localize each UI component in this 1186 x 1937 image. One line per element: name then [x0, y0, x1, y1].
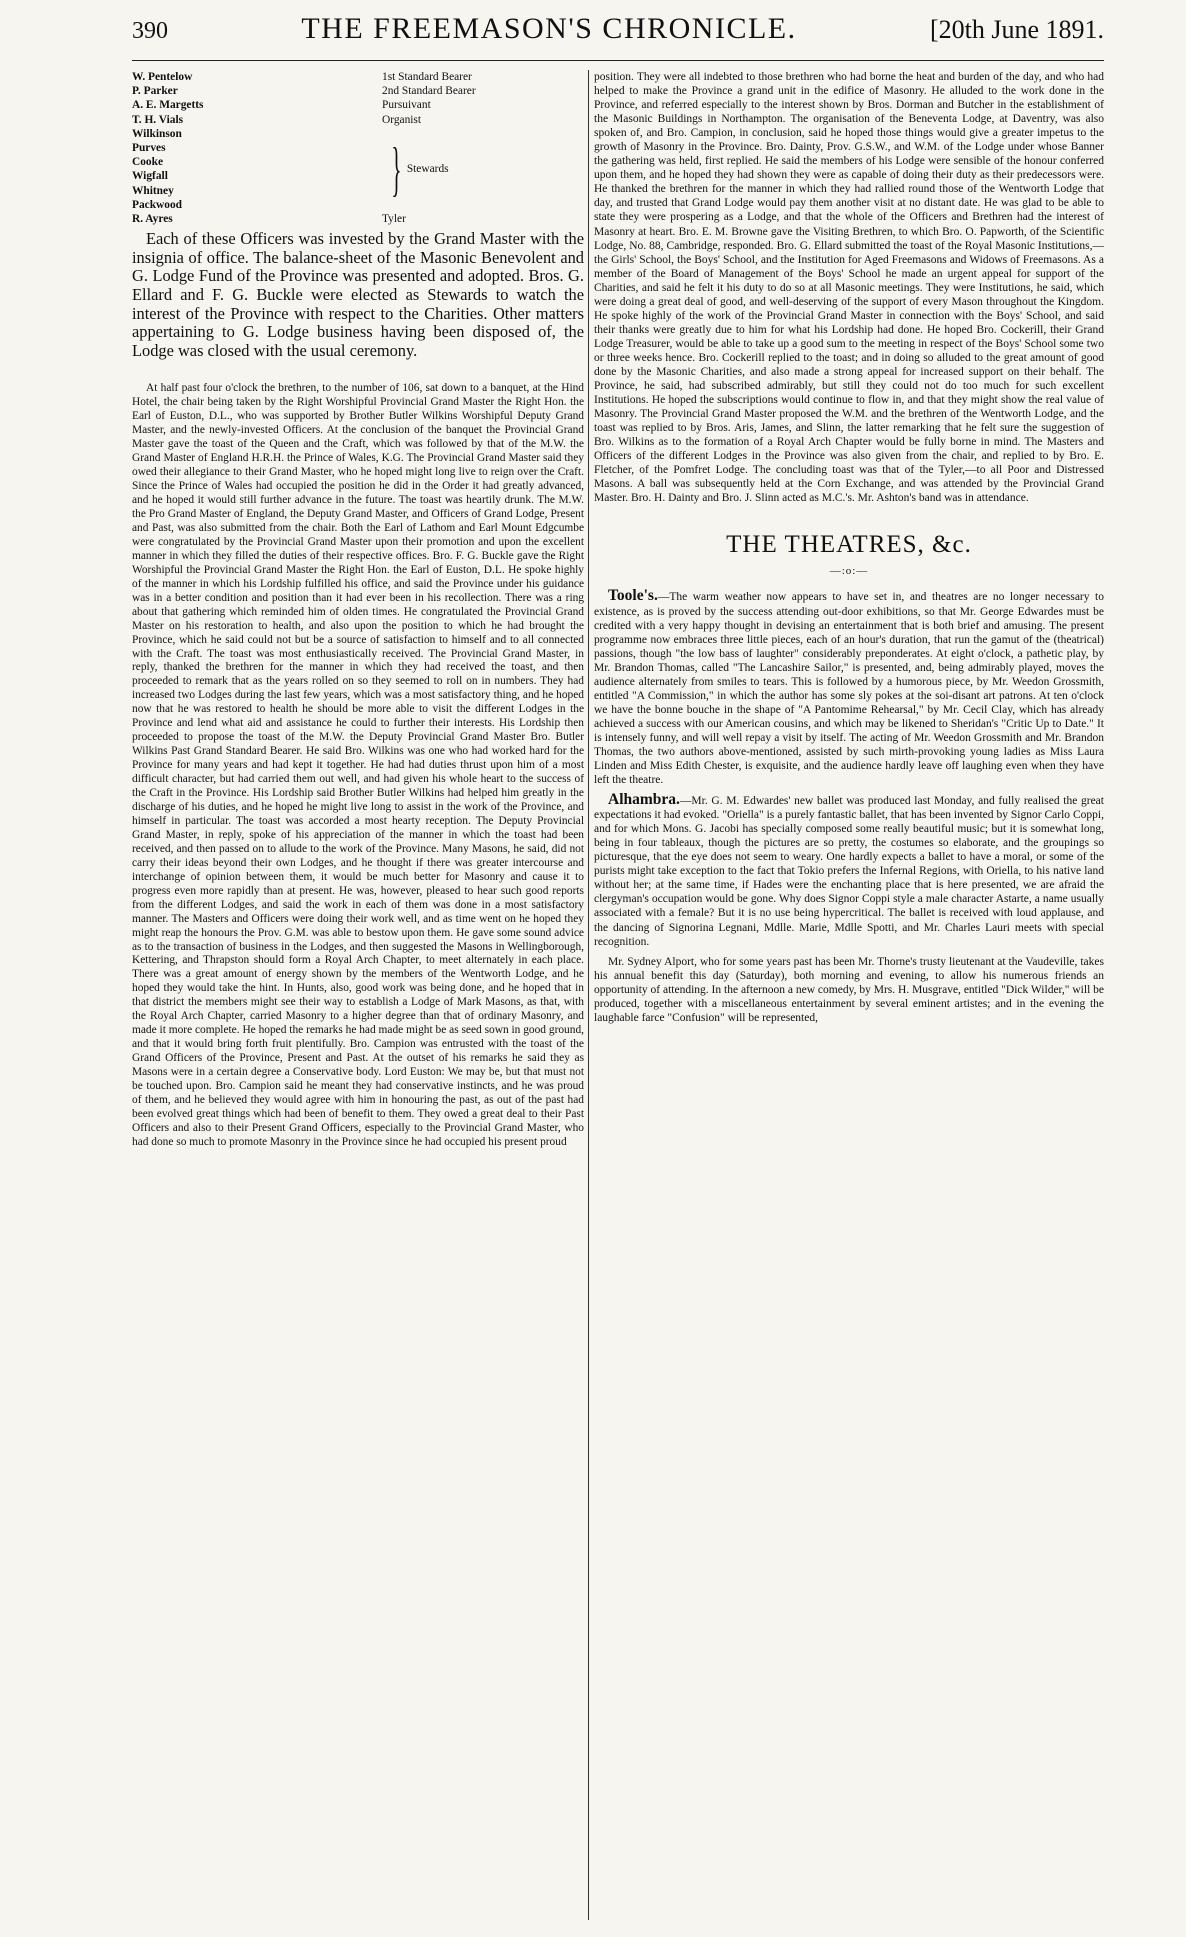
- toole-text: —The warm weather now appears to have set in, and theatres are no longer necessary to existence, as is proved by the success attending out-door exhibitions, so that Mr. George Edwardes must be credited with a very happy thought in devising an entertainment that is both brief and amusing. The present programme now embraces three little pieces, each of an hour's duration, that run the gamut of the (theatrical) passions, though "the low bass of laughter" considerably preponderates. At eight o'clock, a pathetic play, by Mr. Brandon Thomas, called "The Lancashire Sailor," is presented, and, being admirably played, moves the audience alternately from smiles to tears. This is followed by a humorous piece, by Mr. Weedon Grossmith, entitled "A Commission," in which the author has some sly pokes at the soi-disant art patrons. At ten o'clock we have the bonne bouche in the shape of "A Pantomime Rehearsal," by Mr. Cecil Clay, which has already achieved a success with our American cousins, and which may be likened to Sheridan's "Critic Up to Date." It is intensely funny, and will well repay a visit by itself. The acting of Mr. Weedon Grossmith and Mr. Brandon Thomas, the two authors above-mentioned, assisted by such mirth-provoking young ladies as Miss Laura Linden and Miss Edith Chester, is exquisite, and the audience hardly leave off laughing even when they have left the theatre.: [594, 591, 1104, 787]
- officer-row: [132, 113, 584, 127]
- steward-name: Packwood: [132, 198, 182, 211]
- stewards-group: [132, 127, 584, 212]
- officers-list: [132, 70, 584, 226]
- officer-name: W. Pentelow: [132, 71, 193, 83]
- header-rule: [132, 60, 1104, 61]
- section-ornament: —:o:—: [829, 565, 869, 578]
- column-divider: [588, 70, 589, 1920]
- steward-name: Whitney: [132, 184, 174, 197]
- officer-role: Organist: [382, 113, 422, 126]
- stewards-names: [132, 127, 382, 212]
- banquet-report: At half past four o'clock the brethren, to the number of 106, sat down to a banquet, at the Hind Hotel, the chair being taken by the Right Worshipful Provincial Grand Master the Right Hon. the Earl of Euston, D.L., who was supported by Brother Butler Wilkins Worshipful Deputy Grand Master, and the newly-invested Officers. At the conclusion of the banquet the Provincial Grand Master gave the toast of the Queen and the Craft, which was followed by that of the M.W. the Grand Master of England H.R.H. the Prince of Wales, K.G. The Provincial Grand Master said they owed their allegiance to their Grand Master, who he hoped might long live to reign over the Craft. Since the Prince of Wales had occupied the position he did in the Order it had greatly advanced, and he hoped it would still further advance in the future. The toast was heartily drunk. The M.W. the Pro Grand Master of England, the Deputy Grand Master, and Officers of Grand Lodge, Present and Past, was also submitted from the chair. Both the Earl of Lathom and Earl Mount Edgcumbe were congratulated by the Provincial Grand Master upon their promotion and upon the excellent manner in which they filled the duties of their respective offices. Bro. F. G. Buckle gave the Right Worshipful the Provincial Grand Master the Right Hon. the Earl of Euston, D.L. He spoke highly of the manner in which his Lordship fulfilled his office, and said the Province under his guidance was in a better condition and position than it had ever been in his recollection. There was a ring about that gathering which reminded him of olden times. He congratulated the Provincial Grand Master on his restoration to health, and also upon the position to which he had brought the Province, which he said could not but be a source of satisfaction to himself and to all connected with the Craft. The toast was most enthusiastically received. The Provincial Grand Master, in reply, thanked the brethren for the manner in which they had received the toast, and then proceeded to remark that as the years rolled on so they seemed to roll on in numbers. They had increased two Lodges during the last few years, which was a most satisfactory thing, and he hoped now that he was restored to health he should be more able to visit the different Lodges in the Province and lend what aid and assistance he could to further their interests. His Lordship then proceeded to propose the toast of the M.W. the Deputy Provincial Grand Master Bro. Butler Wilkins Past Grand Standard Bearer. He said Bro. Wilkins was one who had worked hard for the Province for many years and had kept it together. He had had duties thrust upon him of a most difficult character, but had carried them out well, and had given his whole heart to the success of the Craft in the Province. His Lordship said Brother Butler Wilkins had helped him greatly in the discharge of his duties, and he hoped he might live long to assist in the work of the Province, and himself in particular. The toast was accorded a most hearty reception. The Deputy Provincial Grand Master, in reply, spoke of his appreciation of the manner in which the toast had been received, and then passed on to allude to the work of the Province. Many Masons, he said, did not carry their ideas beyond their own Lodges, and he thought if there was greater intercourse and interchange of opinion between them, it would be much better for Masonry and cause it to progress even more rapidly than at present. He was, however, pleased to hear such good reports from the different Lodges, and said the work in each of them was done in a most satisfactory manner. The Masters and Officers were doing their work well, and as time went on he hoped they might reap the honours the Prov. G.M. was able to bestow upon them. He gave some sound advice as to the transaction of business in the Lodges, and then suggested the Masons in Wellingborough, Kettering, and Thrapston should form a Royal Arch Chapter, to meet alternately in each place. There was a great amount of energy shown by the members of the Wentworth Lodge, and he hoped they would take the hint. In Hunts, also, good work was being done, and he hoped that in that district the members might see their way to establish a Lodge of Mark Masons, as that, with the Royal Arch Chapter, carried Masonry to a higher degree than that of ordinary Masonry, and made it more complete. He hoped the remarks he had made might be as seed sown in good ground, and that it would bring forth fruit plentifully. Bro. Campion was entrusted with the toast of the Grand Officers of the Province, Present and Past. At the outset of his remarks he said they as Masons were in a certain degree a Conservative body. Lord Euston: We may be, but that must not be touched upon. Bro. Campion said he meant they had conservative instincts, and he was proud of them, and he believed they would agree with him in honouring the past, as out of the past had been evolved great things which had been of benefit to them. They owed a great deal to their Past Officers and also to their Present Grand Officers, especially to the Provincial Grand Master, who had done so much to promote Masonry in the Province since he had occupied his present proud: [132, 382, 584, 1148]
- right-column: [594, 70, 1104, 1930]
- alport-benefit-notice: Mr. Sydney Alport, who for some years past has been Mr. Thorne's trusty lieutenant at the Vaudeville, takes his annual benefit this day (Saturday), both morning and evening, to allow his numerous friends an opportunity of attending. In the afternoon a new comedy, by Mrs. H. Musgrave, entitled "Dick Wilder," will be produced, together with a miscellaneous entertainment by several eminent artistes; and in the evening the laughable farce "Confusion" will be represented,: [594, 955, 1104, 1024]
- officer-role: 2nd Standard Bearer: [382, 85, 476, 98]
- officer-name: T. H. Vials: [132, 113, 184, 126]
- steward-name: Wilkinson: [132, 127, 182, 140]
- alhambra-review: [594, 793, 1104, 949]
- theatres-heading: THE THEATRES, &c.: [726, 531, 972, 559]
- banquet-report-continued: position. They were all indebted to those brethren who had borne the heat and burden of the day, and who had helped to make the Province a grand unit in the edifice of Masonry. He alluded to the work done in the Province, and referred especially to the interest shown by Bros. Dorman and Butcher in the establishment of the Masonic Buildings in Northampton. The organisation of the Beneventa Lodge, at Daventry, was also spoken of, and Bro. Campion, in conclusion, said he hoped those things would give a greater impetus to the growth of Masonry in the Province. Bro. Dainty, Prov. G.S.W., and W.M. of the Lodge under whose Banner the gathering was held, first replied. He said the members of his Lodge were sensible of the honour conferred upon them, and he hoped they had shown they were as capable of doing their duty as their predecessors were. He thanked the brethren for the manner in which they had rallied round those of the Wentworth Lodge that day, and trusted that Grand Lodge would pay them another visit at no distant date. He was glad to be able to state they were prospering as a Lodge, and that the whole of the Officers and Brethren had the interest of Masonry at heart. Bro. E. M. Browne gave the Visiting Brethren, to which Bro. O. Papworth, of the Scientific Lodge, No. 88, Cambridge, responded. Bro. G. Ellard submitted the toast of the Royal Masonic Institutions,—the Girls' School, the Boys' School, and the Institution for Aged Freemasons and Widows of Freemasons. As a member of the Board of Management of the Boys' School he made an urgent appeal for support of the Charities, and said he felt it his duty to do so at all Masonic meetings. They were Institutions, he said, which were doing a great deal of good, and well-deserving of the support of every Mason throughout the Kingdom. He spoke highly of the work of the Provincial Grand Master in connection with the Boys' School, and said their thanks were greatly due to him for what his Lordship had done. He hoped Bro. Cockerill, their Grand Lodge Treasurer, would be able to take up a good sum to the meeting in respect of the Boys' School some two or three weeks hence. Bro. Cockerill replied to the toast; and in doing so alluded to the great amount of good done by the Masonic Charities, and also made a strong appeal for increased support on their behalf. The Province, he said, had subscribed admirably, but still they could not do too much for such excellent Institutions. He hoped the subscriptions would continue to flow in, and that they might show the real value of Masonry. The Provincial Grand Master proposed the W.M. and the brethren of the Wentworth Lodge, and the toast was replied to by Bros. Aris, James, and Slinn, the latter remarking that he felt sure the suggestion of Bro. Wilkins as to the formation of a Royal Arch Chapter would be fully borne in mind. The Masters and Officers of the different Lodges in the Province was also given from the chair, and replied to by Bro. E. Fletcher, of the Pomfret Lodge. The concluding toast was that of the Tyler,—to all Poor and Distressed Masons. A ball was subsequently held at the Corn Exchange, and was attended by the Provincial Grand Master. Bro. H. Dainty and Bro. J. Slinn acted as M.C.'s. Mr. Ashton's band was in attendance.: [594, 71, 1104, 505]
- alhambra-lead: Alhambra.: [608, 791, 680, 809]
- steward-name: Wigfall: [132, 170, 168, 183]
- officer-name: A. E. Margetts: [132, 99, 204, 112]
- officer-name: P. Parker: [132, 85, 178, 98]
- investiture-paragraph: Each of these Officers was invested by the Grand Master with the insignia of office. The balance-sheet of the Masonic Benevolent and G. Lodge Fund of the Province was presented and adopted. Bros. G. Ellard and F. G. Buckle were elected as Stewards to watch the interest of the Province with respect to the Charities. Other matters appertaining to G. Lodge business having been disposed of, the Lodge was closed with the usual ceremony.: [132, 229, 584, 360]
- issue-date: [20th June 1891.: [929, 15, 1104, 44]
- officer-row: [132, 70, 584, 84]
- officer-row: [132, 84, 584, 98]
- officer-role: 1st Standard Bearer: [382, 71, 472, 83]
- left-column: [132, 70, 584, 1930]
- page-number: 390: [132, 18, 168, 44]
- steward-name: Cooke: [132, 156, 164, 169]
- officer-row: [132, 212, 584, 226]
- brace-icon: }: [391, 136, 402, 203]
- stewards-role: Stewards: [406, 163, 449, 176]
- page-header: [132, 12, 1104, 52]
- stewards-brace: [382, 127, 449, 212]
- officer-role: Pursuivant: [382, 99, 431, 112]
- officer-name: R. Ayres: [132, 213, 173, 226]
- officer-row: [132, 98, 584, 112]
- officer-role: Tyler: [382, 213, 406, 226]
- toole-lead: Toole's.: [608, 587, 658, 605]
- toole-review: [594, 589, 1104, 787]
- alhambra-text: —Mr. G. M. Edwardes' new ballet was produced last Monday, and fully realised the great expectations it had evoked. "Oriella" is a purely fantastic ballet, that has been invented by Signor Carlo Coppi, and for which Mons. G. Jacobi has specially composed some really beautiful music; but it is somewhat long, being in four tableaux, though the pictures are so pretty, the costumes so elaborate, and the groupings so picturesque, that the eye does not seem to weary. One hardly expects a ballet to have a moral, or some of the purists might take exception to the fact that Tokio prefers the Infernal Regions, with Oriella, to his native land without her; at the same time, if Hades were the enchanting place that is here presented, we are afraid the clergyman's occupation would be gone. Why does Signor Coppi style a male character Astarte, a name usually associated with a female? But it is no use being hypercritical. The ballet is received with loud applause, and the dancing of Signorina Legnani, Mdlle. Marie, Mdlle Spotti, and Mr. Charles Lauri meets with special recognition.: [594, 795, 1104, 948]
- masthead: THE FREEMASON'S CHRONICLE.: [301, 12, 797, 45]
- steward-name: Purves: [132, 142, 166, 155]
